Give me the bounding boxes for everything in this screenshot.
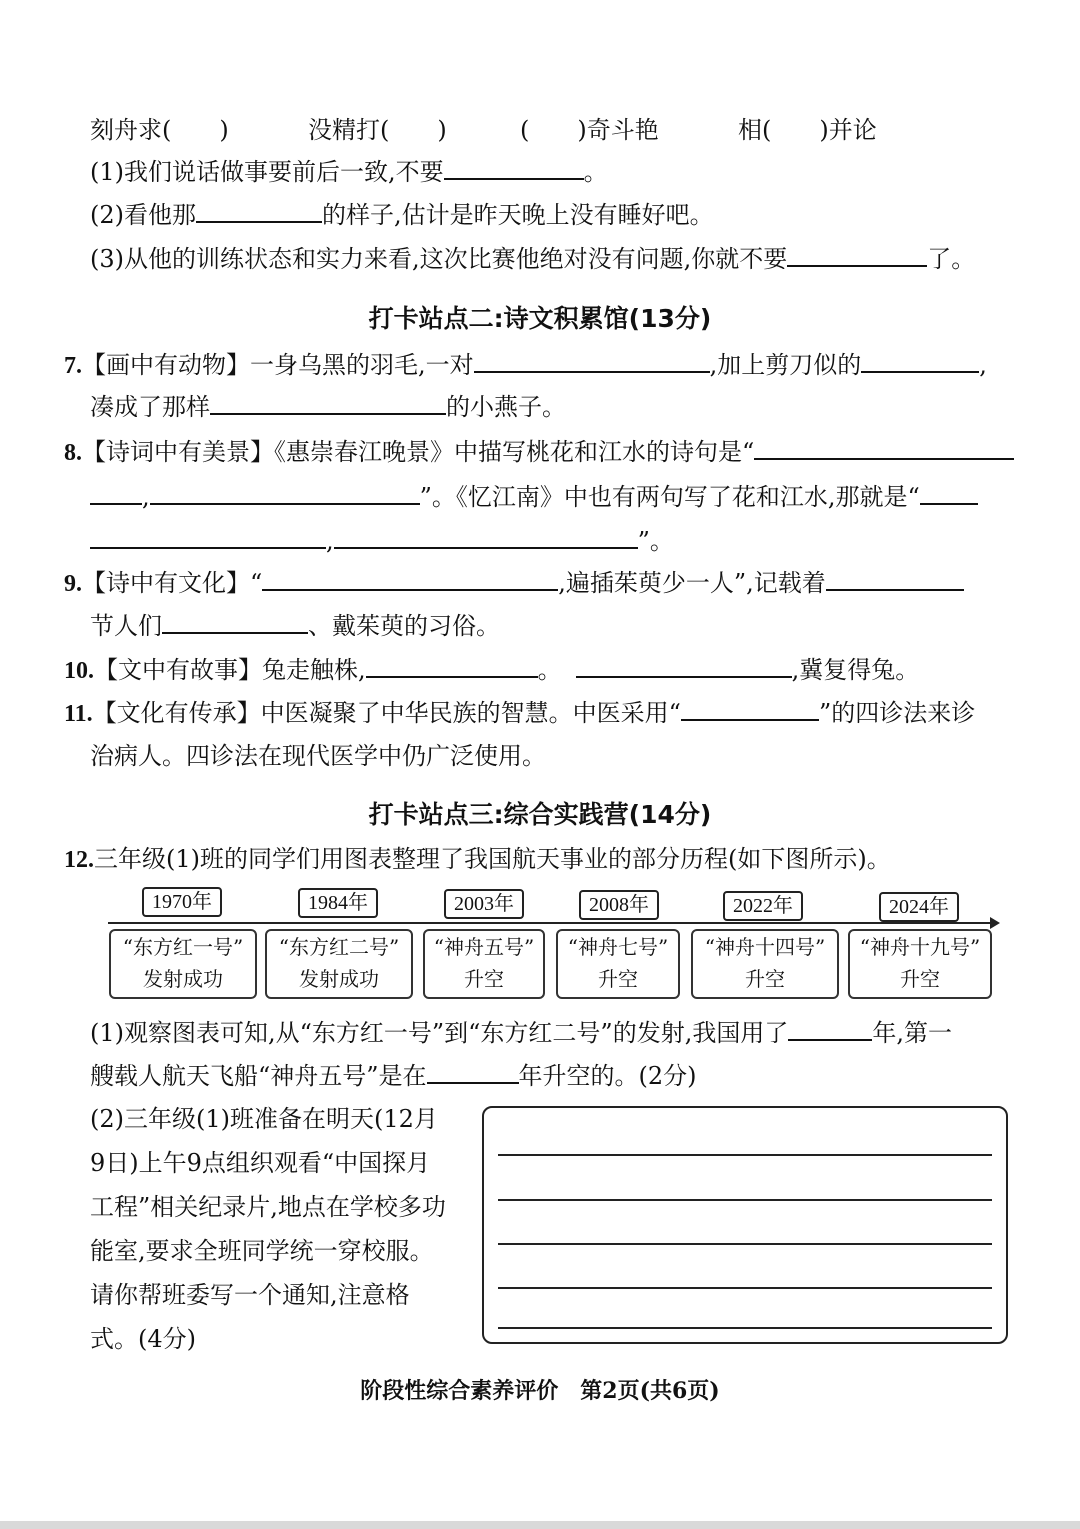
q6-s2-blank[interactable] <box>196 199 322 223</box>
q11-number: 11. <box>64 701 93 727</box>
q9-text-b: ,遍插茱萸少一人”,记载着 <box>558 569 826 597</box>
q8-text-a: 【诗词中有美景】《惠崇春江晚景》中描写桃花和江水的诗句是“ <box>82 438 755 466</box>
event-4-status: 升空 <box>598 967 638 991</box>
event-5-status: 升空 <box>745 967 785 991</box>
q6-s3-text: (3)从他的训练状态和实力来看,这次比赛他绝对没有问题,你就不要 <box>90 245 788 273</box>
q12-part1-line-1 <box>90 1016 952 1050</box>
q12-p2-line-3: 工程”相关纪录片,地点在学校多功 <box>90 1193 446 1221</box>
q7-blank-3[interactable] <box>210 391 446 415</box>
timeline-event-6 <box>848 929 992 999</box>
q12-p2-line-2: 9日)上午9点组织观看“中国探月 <box>90 1149 431 1177</box>
q6-s1-blank[interactable] <box>444 156 584 180</box>
q12-p2-line-4: 能室,要求全班同学统一穿校服。 <box>90 1237 434 1265</box>
q12-p1-text-d: 年升空的。(2分) <box>518 1062 697 1090</box>
q12-p2-line-6: 式。(4分) <box>90 1325 196 1353</box>
q8-line-3 <box>90 524 674 558</box>
timeline-year-6: 2024年 <box>879 892 959 922</box>
scan-edge <box>0 1521 1080 1529</box>
q6-sentence-1 <box>90 155 608 189</box>
q12-intro-line <box>64 842 891 877</box>
q6-sentence-2 <box>90 198 714 232</box>
writing-line[interactable] <box>498 1199 992 1201</box>
timeline-year-1: 1970年 <box>142 887 222 917</box>
writing-line[interactable] <box>498 1287 992 1289</box>
q11-text-b: ”的四诊法来诊 <box>818 699 976 727</box>
q8-blank-3[interactable] <box>150 481 420 505</box>
q6-s1-text: (1)我们说话做事要前后一致,不要 <box>90 158 444 186</box>
event-2-name: “东方红二号” <box>278 935 400 959</box>
notice-writing-box[interactable] <box>482 1106 1008 1344</box>
writing-line[interactable] <box>498 1243 992 1245</box>
event-5-name: “神舟十四号” <box>704 935 826 959</box>
q12-p1-blank-1[interactable] <box>788 1017 872 1041</box>
section-3-title: 打卡站点三:综合实践营(14分) <box>368 800 712 829</box>
q9-text-a: 【诗中有文化】“ <box>82 569 263 597</box>
timeline-event-2 <box>265 929 413 999</box>
q10-line <box>64 653 919 688</box>
q11-line-2: 治病人。四诊法在现代医学中仍广泛使用。 <box>90 742 546 770</box>
q12-p1-text-a: (1)观察图表可知,从“东方红一号”到“东方红二号”的发射,我国用了 <box>90 1019 789 1047</box>
q8-line-1 <box>64 435 1014 470</box>
q7-text-a: 【画中有动物】一身乌黑的羽毛,一对 <box>82 351 474 379</box>
timeline-event-1 <box>109 929 257 999</box>
q9-line-1 <box>64 566 964 601</box>
event-1-status: 发射成功 <box>143 967 223 991</box>
timeline-year-3: 2003年 <box>444 889 524 919</box>
q7-text-c: , <box>979 351 987 379</box>
idiom-1: 刻舟求( ) <box>90 116 229 144</box>
q12-number: 12. <box>64 847 94 873</box>
q12-p1-text-b: 年,第一 <box>872 1019 952 1047</box>
timeline-axis <box>108 922 992 924</box>
q10-blank-1[interactable] <box>366 654 538 678</box>
timeline-event-4 <box>556 929 680 999</box>
q8-text-c: ”。 <box>637 527 674 555</box>
q11-text-a: 【文化有传承】中医凝聚了中华民族的智慧。中医采用“ <box>92 699 681 727</box>
q10-text-a: 【文中有故事】兔走触株, <box>94 656 366 684</box>
q7-blank-2[interactable] <box>861 349 979 373</box>
q11-blank-1[interactable] <box>681 697 819 721</box>
q9-blank-2[interactable] <box>826 567 964 591</box>
timeline-year-5: 2022年 <box>723 891 803 921</box>
q8-comma-1: , <box>142 483 150 511</box>
q12-p1-blank-2[interactable] <box>427 1060 519 1084</box>
q10-text-c: ,冀复得兔。 <box>791 656 920 684</box>
q7-text-d: 凑成了那样 <box>90 393 210 421</box>
q7-number: 7. <box>64 353 82 379</box>
q7-blank-1[interactable] <box>474 349 710 373</box>
q8-blank-2[interactable] <box>90 481 142 505</box>
q8-text-b: ”。《忆江南》中也有两句写了花和江水,那就是“ <box>419 483 920 511</box>
event-2-status: 发射成功 <box>299 967 379 991</box>
timeline-year-2: 1984年 <box>298 888 378 918</box>
event-6-name: “神舟十九号” <box>859 935 981 959</box>
q7-text-b: ,加上剪刀似的 <box>709 351 862 379</box>
q6-s2-end: 的样子,估计是昨天晚上没有睡好吧。 <box>322 201 714 229</box>
event-3-status: 升空 <box>464 967 504 991</box>
event-3-name: “神舟五号” <box>433 935 535 959</box>
timeline-arrow <box>990 917 1000 929</box>
q12-p2-line-5: 请你帮班委写一个通知,注意格 <box>90 1281 410 1309</box>
q8-blank-6[interactable] <box>334 525 638 549</box>
event-6-status: 升空 <box>900 967 940 991</box>
q6-s2-text: (2)看他那 <box>90 201 196 229</box>
q7-text-e: 的小燕子。 <box>446 393 566 421</box>
section-2-title: 打卡站点二:诗文积累馆(13分) <box>368 304 712 333</box>
event-1-name: “东方红一号” <box>122 935 244 959</box>
writing-line[interactable] <box>498 1154 992 1156</box>
q8-line-2 <box>90 480 978 514</box>
q12-p2-line-1: (2)三年级(1)班准备在明天(12月 <box>90 1105 438 1133</box>
q9-blank-1[interactable] <box>262 567 558 591</box>
idiom-4: 相( )并论 <box>738 116 877 144</box>
timeline-event-5 <box>691 929 839 999</box>
page-footer: 阶段性综合素养评价 第2页(共6页) <box>360 1378 720 1404</box>
q6-s3-blank[interactable] <box>787 243 927 267</box>
q6-s3-end: 了。 <box>927 245 976 273</box>
q9-line-2 <box>90 609 500 643</box>
q8-blank-5[interactable] <box>90 525 326 549</box>
q8-number: 8. <box>64 440 82 466</box>
idiom-3: ( )奇斗艳 <box>520 116 659 144</box>
q7-line-1 <box>64 348 987 383</box>
q12-p1-text-c: 艘载人航天飞船“神舟五号”是在 <box>90 1062 427 1090</box>
q10-text-b: 。 <box>537 656 562 684</box>
q11-line-1 <box>64 696 975 731</box>
q12-part1-line-2 <box>90 1059 697 1093</box>
q6-s1-end: 。 <box>583 158 608 186</box>
timeline-event-3 <box>423 929 545 999</box>
idiom-2: 没精打( ) <box>308 116 447 144</box>
q12-intro: 三年级(1)班的同学们用图表整理了我国航天事业的部分历程(如下图所示)。 <box>94 845 891 873</box>
q9-number: 9. <box>64 571 82 597</box>
timeline-year-4: 2008年 <box>579 890 659 920</box>
q8-comma-2: , <box>326 527 334 555</box>
q6-sentence-3 <box>90 242 975 276</box>
event-4-name: “神舟七号” <box>567 935 669 959</box>
q9-text-d: 、戴茱萸的习俗。 <box>308 612 500 640</box>
q10-number: 10. <box>64 658 94 684</box>
q8-blank-1[interactable] <box>754 436 1014 460</box>
writing-line[interactable] <box>498 1327 992 1329</box>
q9-blank-3[interactable] <box>162 610 308 634</box>
q8-blank-4[interactable] <box>920 481 978 505</box>
q10-blank-2[interactable] <box>576 654 792 678</box>
q9-text-c: 节人们 <box>90 612 162 640</box>
q7-line-2 <box>90 390 566 424</box>
